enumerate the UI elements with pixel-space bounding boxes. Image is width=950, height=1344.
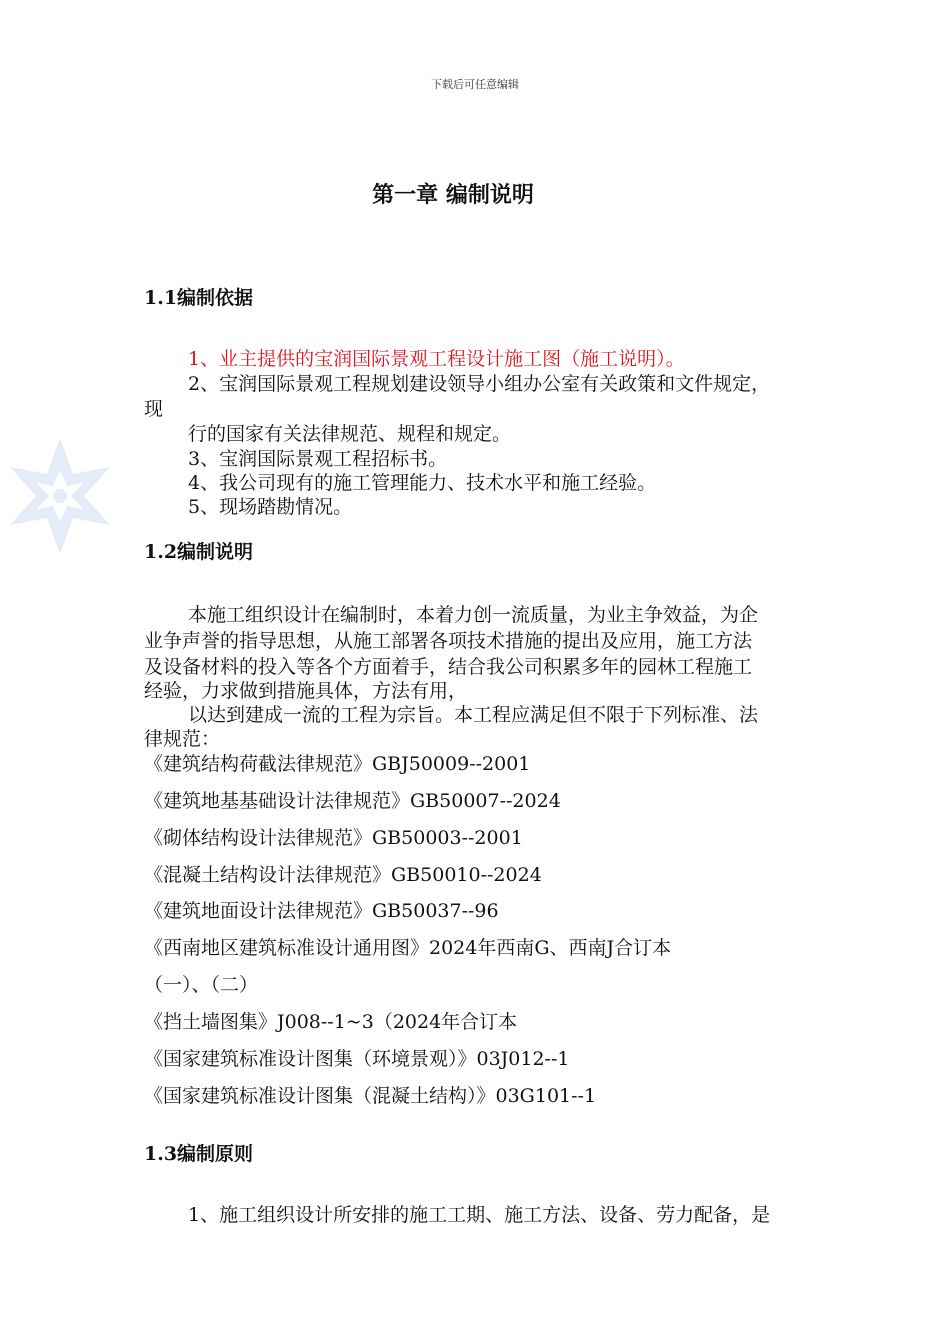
section-heading-1-3: 1.3编制原则 bbox=[144, 1143, 254, 1165]
standard-item: 《混凝土结构设计法律规范》GB50010--2024 bbox=[144, 864, 542, 886]
standard-item: 《国家建筑标准设计图集（环境景观）》03J012--1 bbox=[144, 1048, 570, 1070]
snowflake-star-icon bbox=[0, 436, 120, 556]
standard-item: 《建筑结构荷截法律规范》GBJ50009--2001 bbox=[144, 753, 531, 775]
basis-item-1: 1、业主提供的宝润国际景观工程设计施工图（施工说明）。 bbox=[188, 348, 685, 370]
principle-item-1: 1、施工组织设计所安排的施工工期、施工方法、设备、劳力配备，是 bbox=[188, 1204, 771, 1226]
standard-item: 《砌体结构设计法律规范》GB50003--2001 bbox=[144, 827, 523, 849]
basis-item-4: 4、我公司现有的施工管理能力、技术水平和施工经验。 bbox=[188, 472, 657, 494]
chapter-title: 第一章 编制说明 bbox=[372, 183, 534, 208]
paragraph-line: 律规范： bbox=[144, 728, 221, 750]
standard-item: 《国家建筑标准设计图集（混凝土结构）》03G101--1 bbox=[144, 1085, 597, 1107]
paragraph-line: 业争声誉的指导思想，从施工部署各项技术措施的提出及应用，施工方法 bbox=[144, 630, 753, 652]
standard-item: 《挡土墙图集》J008--1~3（2024年合订本 bbox=[144, 1011, 518, 1033]
header-note: 下载后可任意编辑 bbox=[431, 78, 519, 91]
paragraph-line: 经验，力求做到措施具体，方法有用， bbox=[144, 680, 468, 702]
basis-item-2-wrap: 现 bbox=[144, 398, 164, 420]
section-heading-1-2: 1.2编制说明 bbox=[144, 541, 254, 563]
paragraph-line: 以达到建成一流的工程为宗旨。本工程应满足但不限于下列标准、法 bbox=[188, 704, 759, 726]
basis-item-2: 2、宝润国际景观工程规划建设领导小组办公室有关政策和文件规定， bbox=[188, 373, 771, 395]
standard-item-cont: （一）、（二） bbox=[144, 974, 259, 996]
paragraph-line: 本施工组织设计在编制时，本着力创一流质量，为业主争效益，为企 bbox=[188, 604, 759, 626]
standard-item: 《建筑地面设计法律规范》GB50037--96 bbox=[144, 900, 499, 922]
paragraph-line: 及设备材料的投入等各个方面着手，结合我公司积累多年的园林工程施工 bbox=[144, 656, 753, 678]
standard-item: 《西南地区建筑标准设计通用图》2024年西南G、西南J合订本 bbox=[144, 937, 672, 959]
section-heading-1-1: 1.1编制依据 bbox=[144, 287, 254, 309]
basis-item-2-cont: 行的国家有关法律规范、规程和规定。 bbox=[188, 423, 512, 445]
basis-item-5: 5、现场踏勘情况。 bbox=[188, 496, 353, 518]
basis-item-3: 3、宝润国际景观工程招标书。 bbox=[188, 448, 448, 470]
standard-item: 《建筑地基基础设计法律规范》GB50007--2024 bbox=[144, 790, 561, 812]
